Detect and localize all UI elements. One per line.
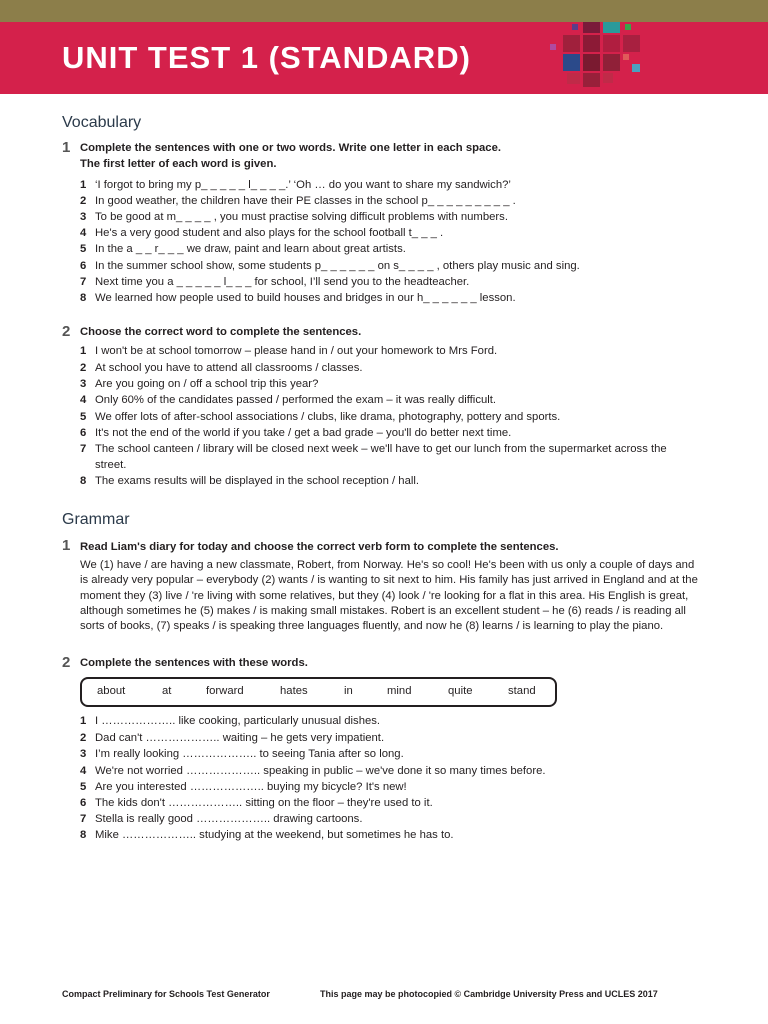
item-text: Stella is really good ……………….. drawing cartoons. — [95, 813, 363, 825]
item-number: 3 — [80, 378, 87, 390]
item-text: It's not the end of the world if you take / get a bad grade – you'll do better next time. — [95, 427, 512, 439]
item-text: Only 60% of the candidates passed / performed the exam – it was really difficult. — [95, 394, 497, 406]
item-text: The school canteen / library will be closed next week – we'll have to get our lunch from the supermarket across the street. — [95, 443, 667, 471]
item-text: The kids don't ……………….. sitting on the floor – they're used to it. — [95, 797, 433, 809]
page-title: UNIT TEST 1 (STANDARD) — [62, 40, 471, 75]
item-text: I ……………….. like cooking, particularly unusual dishes. — [95, 715, 381, 727]
list-item — [80, 795, 700, 811]
item-number: 1 — [80, 179, 87, 191]
list-item — [80, 473, 700, 489]
item-text: To be good at m_ _ _ _ , you must practise solving difficult problems with numbers. — [95, 211, 508, 223]
list-item — [80, 779, 700, 795]
list-item — [80, 290, 700, 306]
list-item — [80, 441, 700, 473]
vocab-q2-instruction: Choose the correct word to complete the sentences. — [80, 326, 362, 338]
item-text: Dad can't ……………….. waiting – he gets very impatient. — [95, 732, 385, 744]
grammar-heading: Grammar — [62, 511, 130, 528]
item-number: 1 — [80, 345, 87, 357]
item-text: The exams results will be displayed in the school reception / hall. — [95, 475, 420, 487]
item-number: 3 — [80, 748, 87, 760]
list-item — [80, 746, 700, 762]
list-item — [80, 258, 700, 274]
grammar-q1-instruction: Read Liam's diary for today and choose the correct verb form to complete the sentences. — [80, 541, 559, 553]
footer-right: This page may be photocopied © Cambridge University Press and UCLES 2017 — [320, 989, 658, 999]
word-box-word: stand — [508, 685, 536, 697]
item-text: We offer lots of after-school associations / clubs, like drama, photography, pottery and sports. — [95, 411, 561, 423]
list-item — [80, 811, 700, 827]
item-number: 7 — [80, 813, 87, 825]
list-item — [80, 713, 700, 729]
item-text: We learned how people used to build houses and bridges in our h_ _ _ _ _ _ lesson. — [95, 292, 516, 304]
item-text: He's a very good student and also plays for the school football t_ _ _ . — [95, 227, 444, 239]
vocab-q1-instruction: Complete the sentences with one or two words. Write one letter in each space. The first letter of each word is given. — [80, 142, 502, 170]
list-item — [80, 425, 700, 441]
list-item — [80, 274, 700, 290]
item-number: 8 — [80, 292, 87, 304]
word-box-word: quite — [448, 685, 473, 697]
item-text: Mike ……………….. studying at the weekend, but sometimes he has to. — [95, 829, 454, 841]
word-box — [80, 677, 557, 707]
item-text: I’m really looking ……………….. to seeing Tania after so long. — [95, 748, 404, 760]
item-number: 5 — [80, 243, 87, 255]
item-number: 4 — [80, 765, 87, 777]
list-item — [80, 360, 700, 376]
list-item — [80, 392, 700, 408]
list-item — [80, 409, 700, 425]
list-item — [80, 827, 700, 843]
item-number: 2 — [80, 195, 87, 207]
item-number: 8 — [80, 475, 87, 487]
diary-paragraph: We (1) have / are having a new classmate, Robert, from Norway. He's so cool! He's been with us only a couple of days and is already very popular – everybody (2) wants / is wanting to sit next to him. His family has just arrived in England and at the moment they (3) live / 're living with some relatives, but they (4) look / 're looking for a flat in this area. His English is great, although sometimes he (5) makes / is making small mistakes. Robert is an excellent student – he (6) reads / is reading all sorts of books, (7) speaks / is speaking three languages fluently, and now he (8) learns / is learning to play the piano. — [80, 559, 698, 633]
word-box-word: at — [162, 685, 172, 697]
grammar-q1-number: 1 — [62, 537, 71, 554]
item-number: 3 — [80, 211, 87, 223]
list-item — [80, 177, 700, 193]
item-number: 5 — [80, 411, 87, 423]
item-number: 8 — [80, 829, 87, 841]
list-item — [80, 225, 700, 241]
item-number: 6 — [80, 797, 87, 809]
word-box-word: hates — [280, 685, 308, 697]
word-box-word: forward — [206, 685, 244, 697]
vocab-q2-number: 2 — [62, 323, 71, 340]
list-item — [80, 730, 700, 746]
list-item — [80, 193, 700, 209]
item-number: 1 — [80, 715, 87, 727]
item-number: 2 — [80, 732, 87, 744]
word-box-word: mind — [387, 685, 412, 697]
item-text: In the a _ _ r_ _ _ we draw, paint and learn about great artists. — [95, 243, 406, 255]
item-text: Next time you a _ _ _ _ _ l_ _ _ for school, I’ll send you to the headteacher. — [95, 276, 470, 288]
list-item — [80, 763, 700, 779]
item-text: I won't be at school tomorrow – please hand in / out your homework to Mrs Ford. — [95, 345, 498, 357]
list-item — [80, 343, 700, 359]
grammar-q2-number: 2 — [62, 654, 71, 671]
item-text: ‘I forgot to bring my p_ _ _ _ _ l_ _ _ _.’ ‘Oh … do you want to share my sandwich?’ — [95, 179, 511, 191]
item-number: 5 — [80, 781, 87, 793]
grammar-q2-instruction: Complete the sentences with these words. — [80, 657, 308, 669]
word-box-word: in — [344, 685, 353, 697]
vocab-q1-number: 1 — [62, 139, 71, 156]
item-number: 7 — [80, 276, 87, 288]
list-item — [80, 241, 700, 257]
item-number: 2 — [80, 362, 87, 374]
item-number: 6 — [80, 427, 87, 439]
item-number: 4 — [80, 227, 87, 239]
item-text: We're not worried ……………….. speaking in public – we've done it so many times before. — [95, 765, 546, 777]
list-item — [80, 209, 700, 225]
item-text: In good weather, the children have their PE classes in the school p_ _ _ _ _ _ _ _ _ . — [95, 195, 516, 207]
item-text: In the summer school show, some students p_ _ _ _ _ _ on s_ _ _ _ , others play music and sing. — [95, 260, 580, 272]
top-stripe — [0, 0, 768, 22]
item-number: 4 — [80, 394, 87, 406]
item-text: Are you interested ……………….. buying my bicycle? It's new! — [95, 781, 407, 793]
item-number: 7 — [80, 443, 87, 455]
list-item — [80, 376, 700, 392]
item-text: At school you have to attend all classrooms / classes. — [95, 362, 363, 374]
vocabulary-heading: Vocabulary — [62, 114, 142, 131]
item-number: 6 — [80, 260, 87, 272]
footer-left: Compact Preliminary for Schools Test Generator — [62, 989, 270, 999]
word-box-word: about — [97, 685, 126, 697]
item-text: Are you going on / off a school trip this year? — [95, 378, 319, 390]
